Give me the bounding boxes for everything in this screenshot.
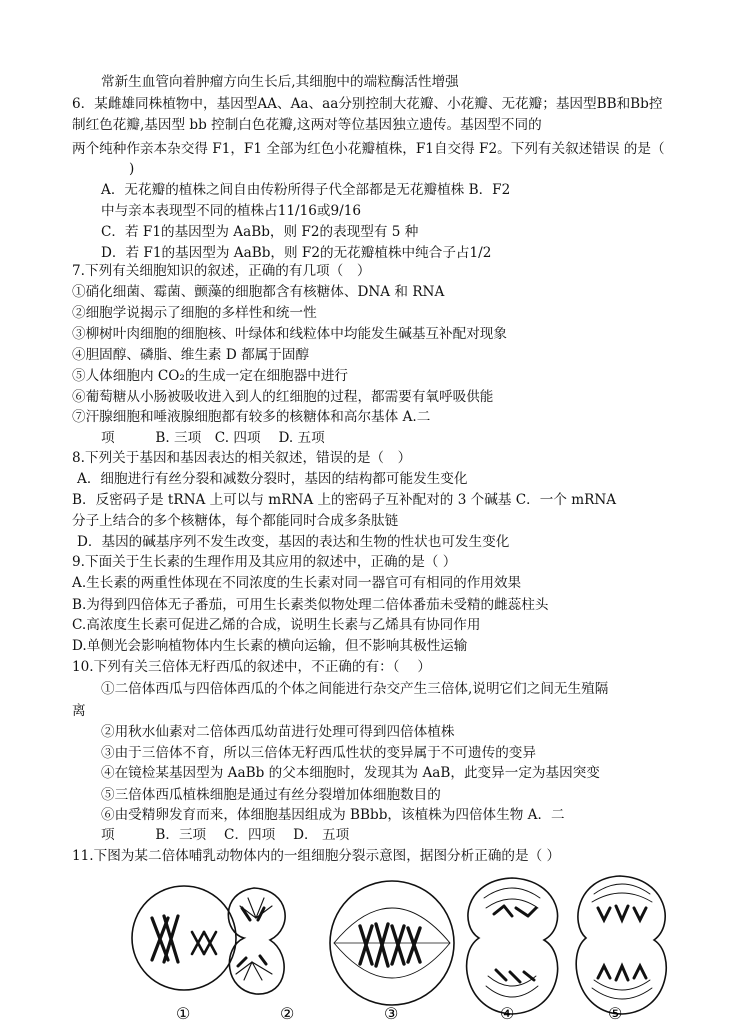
text-line: ) <box>129 161 135 177</box>
list-item: ①二倍体西瓜与四倍体西瓜的个体之间能进行杂交产生三倍体,说明它们之间无生殖隔 <box>101 681 609 697</box>
question-9-stem: 9.下面关于生长素的生理作用及其应用的叙述中，正确的是（ ） <box>72 554 457 570</box>
option-b: B．反密码子是 tRNA 上可以与 mRNA 上的密码子互补配对的 3 个碱基 C．一个 mRNA <box>72 492 617 508</box>
cell-division-figures <box>124 868 684 1021</box>
option-d: D．基因的碱基序列不发生改变，基因的表达和生物的性状也可发生变化 <box>77 534 510 550</box>
question-6-stem: 6．某雌雄同株植物中，基因型AA、Aa、aa分别控制大花瓣、小花瓣、无花瓣；基因型BB和Bb控 <box>72 96 663 112</box>
figure-label: ① <box>176 1004 191 1021</box>
question-10-stem: 10.下列有关三倍体无籽西瓜的叙述中，不正确的有：（ ） <box>72 659 431 675</box>
option-a: A.生长素的两重性体现在不同浓度的生长素对同一器官可有相同的作用效果 <box>72 575 522 591</box>
question-8-stem: 8.下列关于基因和基因表达的相关叙述，错误的是（ ） <box>72 450 412 466</box>
option-a: A．细胞进行有丝分裂和减数分裂时，基因的结构都可能发生变化 <box>77 471 468 487</box>
option-d: D．若 F1的基因型为 AaBb，则 F2的无花瓣植株中纯合子占1/2 <box>101 245 492 261</box>
figure-label: ④ <box>500 1004 515 1021</box>
figure-label: ⑤ <box>608 1004 623 1021</box>
text-line: 制红色花瓣,基因型 bb 控制白色花瓣,这两对等位基因独立遗传。基因型不同的 <box>72 117 542 133</box>
cell-3-diagram <box>330 881 454 1005</box>
list-item: ⑥葡萄糖从小肠被吸收进入到人的红细胞的过程，都需要有氧呼吸供能 <box>72 389 494 405</box>
list-item: ③柳树叶肉细胞的细胞核、叶绿体和线粒体中均能发生碱基互补配对现象 <box>72 326 507 342</box>
list-item: ④胆固醇、磷脂、维生素 D 都属于固醇 <box>72 347 310 363</box>
text-line: 分子上结合的多个核糖体，每个都能同时合成多条肽链 <box>72 513 399 529</box>
option-c: C．若 F1的基因型为 AaBb，则 F2的表现型有 5 种 <box>101 224 419 240</box>
text-line: 两个纯种作亲本杂交得 F1，F1 全部为红色小花瓣植株，F1自交得 F2。下列有关叙述错误 的是（ <box>72 141 665 157</box>
cell-2-diagram <box>228 888 285 994</box>
text-line: 中与亲本表现型不同的植株占11/16或9/16 <box>101 203 362 219</box>
list-item: ⑥由受精卵发育而来，体细胞基因组成为 BBbb，该植株为四倍体生物 A．二 <box>101 807 565 823</box>
question-11-stem: 11.下图为某二倍体哺乳动物体内的一组细胞分裂示意图，据图分析正确的是（ ） <box>72 848 561 864</box>
option-c: C.高浓度生长素可促进乙烯的合成，说明生长素与乙烯具有协同作用 <box>72 617 481 633</box>
list-item: ④在镜检某基因型为 AaBb 的父本细胞时，发现其为 AaB，此变异一定为基因突变 <box>101 765 600 781</box>
option-b: B.为得到四倍体无子番茄，可用生长素类似物处理二倍体番茄未受精的雌蕊柱头 <box>72 597 549 613</box>
option-d: D.单侧光会影响植物体内生长素的横向运输，但不影响其极性运输 <box>72 638 468 654</box>
figure-label: ② <box>280 1004 295 1021</box>
list-item: ⑤人体细胞内 CO₂的生成一定在细胞器中进行 <box>72 368 349 384</box>
answer-options: 项 B. 三项 C. 四项 D. 五项 <box>101 430 325 446</box>
cell-5-diagram <box>576 876 666 1014</box>
text-line: 常新生血管向着肿瘤方向生长后,其细胞中的端粒酶活性增强 <box>101 74 459 90</box>
list-item: ⑦汗腺细胞和唾液腺细胞都有较多的核糖体和高尔基体 A.二 <box>72 409 431 425</box>
option-a: A．无花瓣的植株之间自由传粉所得子代全部都是无花瓣植株 B．F2 <box>101 182 511 198</box>
question-7-stem: 7.下列有关细胞知识的叙述，正确的有几项（ ） <box>72 263 371 279</box>
answer-options: 项 B．三项 C．四项 D． 五项 <box>101 827 350 843</box>
figure-label: ③ <box>384 1004 399 1021</box>
list-item: ①硝化细菌、霉菌、颤藻的细胞都含有核糖体、DNA 和 RNA <box>72 284 445 300</box>
cell-4-diagram <box>467 878 558 1014</box>
text-line: 离 <box>72 703 86 719</box>
cell-1-diagram <box>132 886 236 990</box>
list-item: ⑤三倍体西瓜植株细胞是通过有丝分裂增加体细胞数目的 <box>101 787 441 803</box>
list-item: ③由于三倍体不育，所以三倍体无籽西瓜性状的变异属于不可遗传的变异 <box>101 745 536 761</box>
list-item: ②细胞学说揭示了细胞的多样性和统一性 <box>72 305 317 321</box>
list-item: ②用秋水仙素对二倍体西瓜幼苗进行处理可得到四倍体植株 <box>101 724 455 740</box>
